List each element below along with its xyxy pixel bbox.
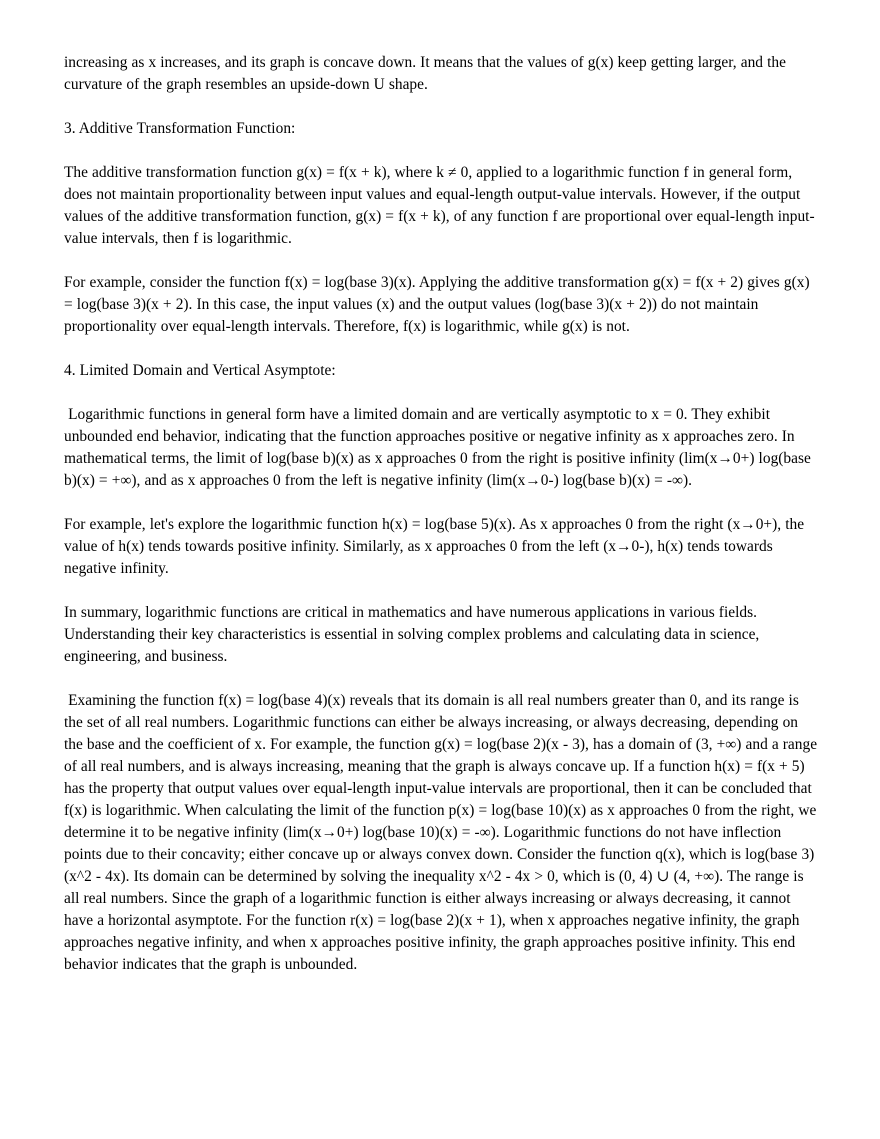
paragraph-additive-transformation-example: For example, consider the function f(x) = log(base 3)(x). Applying the additive transformation g(x) = f(x + 2) gives g(x) = log(base 3)(x + 2). In this case, the input values (x) and the output values (log(base 3)(x + 2)) do not maintain proportionality over equal-length intervals. Therefore, f(x) is logarithmic, while g(x) is not. bbox=[64, 274, 814, 335]
paragraph-final-review: Examining the function f(x) = log(base 4)(x) reveals that its domain is all real numbers greater than 0, and its range is the set of all real numbers. Logarithmic functions can either be always increasing, or always decreasing, depending on the base and the coefficient of x. For example, the function g(x) = log(base 2)(x - 3), has a domain of (3, +∞) and a range of all real numbers, and is always increasing, meaning that the graph is always concave up. If a function h(x) = f(x + 5) has the property that output values over equal-length input-value intervals are proportional, then it can be concluded that f(x) is logarithmic. When calculating the limit of the function p(x) = log(base 10)(x) as x approaches 0 from the right, we determine it to be negative infinity (lim(x→0+) log(base 10)(x) = -∞). Logarithmic functions do not have inflection points due to their concavity; either concave up or always convex down. Consider the function q(x), which is log(base 3)(x^2 - 4x). Its domain can be determined by solving the inequality x^2 - 4x > 0, which is (0, 4) ∪ (4, +∞). The range is all real numbers. Since the graph of a logarithmic function is either always increasing or always decreasing, it cannot have a horizontal asymptote. For the function r(x) = log(base 2)(x + 1), when x approaches negative infinity, the graph approaches negative infinity, and when x approaches positive infinity, the graph approaches positive infinity. This end behavior indicates that the graph is unbounded. bbox=[64, 692, 822, 973]
document-text-column bbox=[64, 52, 822, 976]
heading-additive-transformation-function: 3. Additive Transformation Function: bbox=[64, 120, 296, 137]
paragraph-limited-domain-example: For example, let's explore the logarithmic function h(x) = log(base 5)(x). As x approaches 0 from the right (x→0+), the value of h(x) tends towards positive infinity. Similarly, as x approaches 0 from the left (x→0-), h(x) tends towards negative infinity. bbox=[64, 516, 809, 577]
paragraph-limited-domain-explanation: Logarithmic functions in general form have a limited domain and are vertically asymptotic to x = 0. They exhibit unbounded end behavior, indicating that the function approaches positive or negative infinity as x approaches zero. In mathematical terms, the limit of log(base b)(x) as x approaches 0 from the right is positive infinity (lim(x→0+) log(base b)(x) = +∞), and as x approaches 0 from the left is negative infinity (lim(x→0-) log(base b)(x) = -∞). bbox=[64, 406, 815, 489]
heading-limited-domain-vertical-asymptote: 4. Limited Domain and Vertical Asymptote: bbox=[64, 362, 336, 379]
paragraph-additive-transformation-definition: The additive transformation function g(x) = f(x + k), where k ≠ 0, applied to a logarithmic function f in general form, does not maintain proportionality between input values and equal-length output-value intervals. However, if the output values of the additive transformation function, g(x) = f(x + k), of any function f are proportional over equal-length input-value intervals, then f is logarithmic. bbox=[64, 164, 815, 247]
paragraph-continued-intro: increasing as x increases, and its graph is concave down. It means that the values of g(x) keep getting larger, and the curvature of the graph resembles an upside-down U shape. bbox=[64, 54, 791, 93]
paragraph-summary: In summary, logarithmic functions are critical in mathematics and have numerous applications in various fields. Understanding their key characteristics is essential in solving complex problems and calculating data in science, engineering, and business. bbox=[64, 604, 764, 665]
